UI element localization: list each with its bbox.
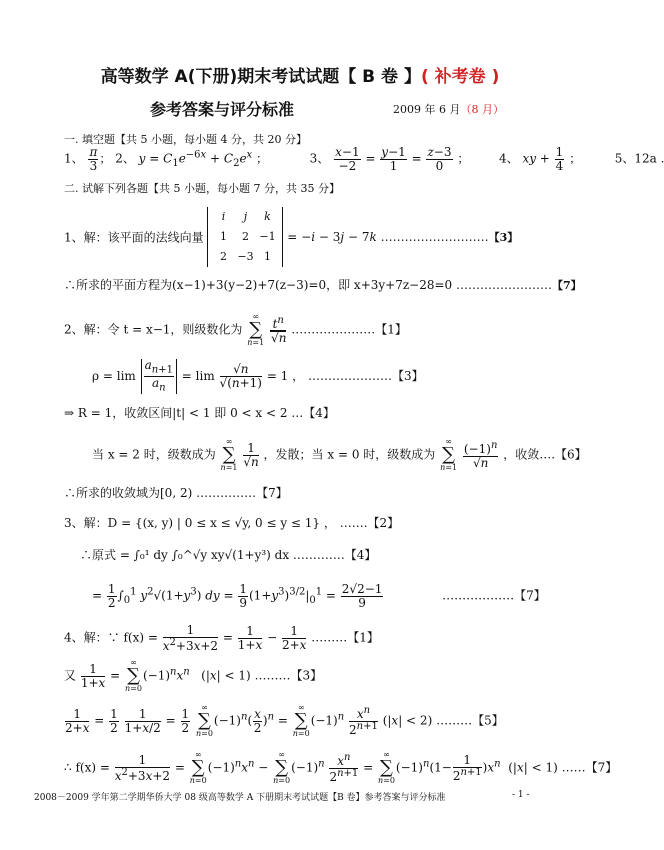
q4-function: 4、解：∵ f(x) = $\frac{1}{x^2+3x+2}$ = $\frac{1}{1+x}$ − $\frac{1}{2+x}$ ………【1】 — [64, 623, 379, 653]
q2-ratio-test: ρ = lim $\frac{a_{n+1}}{a_n}$ = lim $\frac{√n}{√(n+1)}$ = 1 ， …………………【3】 — [92, 358, 424, 394]
q2-convergence-domain: ∴所求的收敛域为[0, 2) ……………【7】 — [64, 486, 288, 500]
q1-plane-equation: ∴所求的平面方程为(x−1)+3(y−2)+7(z−3)=0，即 x+3y+7z−28=0 ……………………【7】 — [64, 278, 582, 292]
section-fill-blank: 一. 填空题【共 5 小题，每小题 4 分，共 20 分】 — [64, 133, 307, 146]
q4-final: ∴ f(x) = $\frac{1}{x^2+3x+2}$ = ∞ ∑ $n=0(-1)^nx^n$ − ∞ ∑ $n=0(-1)^n$ $\frac{x^n}{2^{n+1}}$ = ∞ ∑ $n=0(-1)^n(1-$ $\frac{1}{2^{n+1}}$ )$x^n$ (|x| < 1) ……【7】 — [64, 750, 618, 785]
page-title: 高等数学 A(下册)期末考试试题【 B 卷 】( 补考卷 ) — [100, 67, 500, 87]
q4-series-1: 又 $\frac{1}{1+x}$ = ∞ ∑ $n=0(-1)^nx^n$ (|x| < 1) ………【3】 — [64, 658, 323, 693]
page-number: - 1 - — [512, 790, 530, 800]
fill-answers: 1、 $\frac{\pi}{3}$ ； 2、 $y = C_1e^{-6x} + C_2e^x$ ； 3、 $\frac{x-1}{-2}$ = $\frac{y-1}{1}$ = $\frac{z-3}{0}$ ； 4、 xy + $\frac{1}{4}$ ； 5、12a . — [64, 145, 664, 173]
q1-solution: 1、解：该平面的法线向量 i j k 1 2 −1 2 −3 1 = −i − 3j − 7k ………………………【3】 — [64, 207, 518, 267]
q3-result: = $\frac{1}{2}$ $\int_0^1$ $y^2√(1+y^3)$ dy = $\frac{1}{9}$ $(1+y^3)^{3/2}|_0^1$ = $\frac{2√2-1}{9}$ ………………【7】 — [92, 582, 546, 610]
q4-series-2: $\frac{1}{2+x}$ = $\frac{1}{2}$ $\frac{1}{1+x/2}$ = $\frac{1}{2}$ ∞ ∑ $n=0(-1)^n$( $\frac{x}{2}$ )$^n$ = ∞ ∑ $n=0(-1)^n$ $\frac{x^n}{2^{n+1}}$ (|x| < 2) ………【5】 — [65, 703, 504, 738]
q3-region: 3、解：D = {(x, y) | 0 ≤ x ≤ √y, 0 ≤ y ≤ 1} ， …….【2】 — [64, 516, 400, 530]
q3-integral: ∴原式 = ∫₀¹ dy ∫₀^√y xy√(1+y³) dx ………….【4】 — [80, 548, 377, 562]
section-problems: 二. 试解下列各题【共 5 小题，每小题 7 分，共 35 分】 — [64, 182, 340, 195]
q2-solution: 2、解：令 t = x−1，则级数化为 ∞ ∑ n=1 $\frac{t^n}{√n}$ …………………【1】 — [64, 312, 407, 347]
page-subtitle: 参考答案与评分标准 — [150, 100, 295, 119]
q2-endpoints: 当 x = 2 时，级数成为 ∞ ∑ n=1 $\frac{1}{√n}$ ，发散；当 x = 0 时，级数成为 ∞ ∑ n=1 $\frac{(-1)^n}{√n}$ ，收敛….【6】 — [92, 437, 587, 472]
exam-date: 2009 年 6 月（8 月） — [393, 103, 504, 116]
q2-radius: ⇒ R = 1，收敛区间|t| < 1 即 0 < x < 2 …【4】 — [64, 406, 335, 420]
makeup-tag: ( 补考卷 ) — [420, 67, 500, 87]
page-footer: 2008－2009 学年第二学期华侨大学 08 级高等数学 A 下册期末考试试题【B 卷】参考答案与评分标准 — [34, 793, 446, 803]
